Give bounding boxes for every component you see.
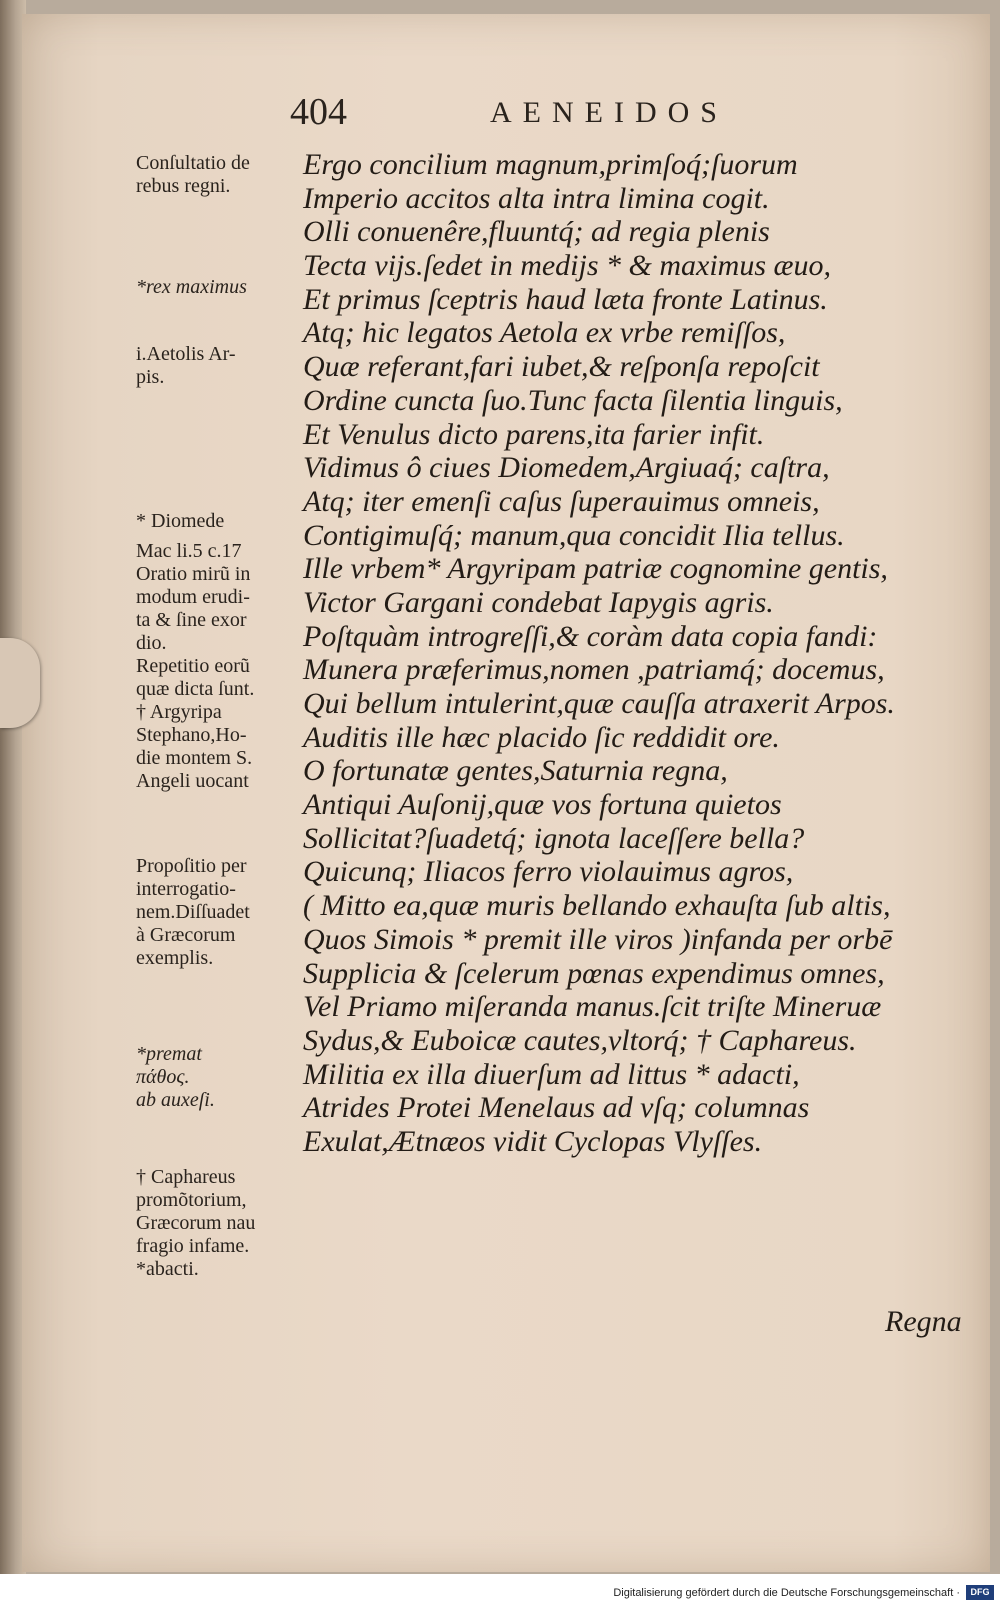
margin-note-line: dio. — [136, 632, 167, 654]
verse-line: Atq; hic legatos Aetola ex vrbe remiſſos, — [303, 316, 786, 350]
margin-note-oratio — [136, 540, 304, 793]
verse-line: O fortunatæ gentes,Saturnia regna, — [303, 754, 728, 788]
margin-note-line: pis. — [136, 366, 165, 388]
margin-note-line: † Argyripa — [136, 701, 222, 723]
margin-note-line: i.Aetolis Ar- — [136, 343, 236, 365]
verse-line: Sydus,& Euboicæ cautes,vltorq́; † Caphareus. — [303, 1023, 857, 1057]
margin-note-line: die montem S. — [136, 747, 253, 769]
verse-line: Et Venulus dicto parens,ita farier infit. — [303, 417, 765, 451]
margin-note-line: Propoſitio per — [136, 855, 247, 877]
verse-line: Imperio accitos alta intra limina cogit. — [303, 181, 770, 215]
verse-line: Vidimus ô ciues Diomedem,Argiuaq́; caſtra, — [303, 451, 830, 485]
verse-line: Munera præferimus,nomen ,patriamq́; docemus, — [303, 653, 885, 687]
verse-line: Quæ referant,fari iubet,& reſponſa repoſcit — [303, 350, 820, 384]
catchword: Regna — [885, 1305, 962, 1338]
margin-note-line: * Diomede — [136, 510, 225, 532]
verse-line: Contigimuſq́; manum,qua concidit Ilia tellus. — [303, 518, 845, 552]
margin-note-aetolis — [136, 343, 304, 389]
margin-note-line: Repetitio eorũ — [136, 655, 250, 677]
verse-line: Tecta vijs.ſedet in medijs * & maximus æuo, — [303, 249, 832, 283]
verse-line: Quicunq; Iliacos ferro violauimus agros, — [303, 855, 794, 889]
verse-line: Olli conuenêre,fluuntq́; ad regia plenis — [303, 215, 770, 249]
verse-line: Antiqui Auſonij,quæ vos fortuna quietos — [303, 788, 782, 822]
running-title: AENEIDOS — [490, 96, 728, 129]
margin-note-line: Oratio mirũ in — [136, 563, 251, 585]
margin-note-line: *premat — [136, 1043, 202, 1065]
margin-note-line: Stephano,Ho- — [136, 724, 247, 746]
margin-note-line: πάθος. — [136, 1066, 190, 1088]
margin-note-line: Græcorum nau — [136, 1212, 256, 1234]
page-header — [290, 90, 810, 150]
verse-line: Et primus ſceptris haud læta fronte Latinus. — [303, 282, 828, 316]
margin-note-line: Angeli uocant — [136, 770, 249, 792]
margin-note-premat — [136, 1043, 304, 1112]
verse-line: Ergo concilium magnum,primſoq́;ſuorum — [303, 148, 798, 181]
margin-note-line: à Græcorum — [136, 924, 236, 946]
verse-line: Atrides Protei Menelaus ad vſq; columnas — [303, 1091, 810, 1125]
margin-note-line: interrogatio- — [136, 878, 236, 900]
verse-line: Vel Priamo miſeranda manus.ſcit triſte Mineruæ — [303, 990, 882, 1024]
margin-note-line: modum erudi- — [136, 586, 250, 608]
dfg-logo: DFG — [966, 1585, 994, 1600]
page-number: 404 — [290, 91, 347, 133]
verse-line: Poſtquàm introgreſſi,& coràm data copia fandi: — [303, 619, 878, 653]
margin-note-propositio — [136, 855, 304, 970]
verse-line: Ille vrbem* Argyripam patriæ cognomine gentis, — [303, 552, 888, 586]
verse-line: Qui bellum intulerint,quæ cauſſa atraxerit Arpos. — [303, 687, 895, 720]
margin-note-consultatio — [136, 152, 304, 198]
margin-note-line: Conſultatio de — [136, 152, 250, 174]
margin-note-line: promõtorium, — [136, 1189, 247, 1211]
margin-note-diomede — [136, 510, 304, 533]
verse-line: Atq; iter emenſi caſus ſuperauimus omneis, — [303, 484, 820, 518]
verse-column — [303, 148, 983, 1159]
verse-line: Militia ex illa diuerſum ad littus * adacti, — [303, 1057, 800, 1091]
margin-note-line: *abacti. — [136, 1258, 199, 1280]
margin-note-caphareus — [136, 1166, 304, 1281]
verse-line: Ordine cuncta ſuo.Tunc facta ſilentia linguis, — [303, 383, 843, 417]
margin-note-line: † Caphareus — [136, 1166, 236, 1188]
margin-note-line: ta & ſine exor — [136, 609, 247, 631]
margin-note-line: nem.Diſſuadet — [136, 901, 250, 923]
verse-line: Exulat,Ætnæos vidit Cyclopas Vlyſſes. — [303, 1124, 763, 1158]
funding-credit: Digitalisierung gefördert durch die Deutsche Forschungsgemeinschaft · — [613, 1587, 960, 1599]
margin-note-line: Mac li.5 c.17 — [136, 540, 242, 562]
verse-line: ( Mitto ea,quæ muris bellando exhauſta ſub altis, — [303, 889, 891, 923]
digitization-footer — [0, 1574, 1000, 1610]
margin-note-rex-maximus — [136, 276, 304, 299]
page-tab-marker — [0, 638, 40, 728]
margin-note-line: fragio infame. — [136, 1235, 250, 1257]
verse-line: Supplicia & ſcelerum pœnas expendimus omnes, — [303, 956, 885, 990]
verse-line: Victor Gargani condebat Iapygis agris. — [303, 585, 774, 619]
margin-note-line: *rex maximus — [136, 276, 247, 298]
margin-note-line: quæ dicta ſunt. — [136, 678, 255, 700]
verse-line: Quos Simois * premit ille viros )infanda per orbē — [303, 922, 893, 956]
margin-note-line: exemplis. — [136, 947, 214, 969]
verse-line: Auditis ille hæc placido ſic reddidit ore. — [303, 720, 780, 754]
margin-note-line: rebus regni. — [136, 175, 231, 197]
verse-line: Sollicitat?ſuadetq́; ignota laceſſere bella? — [303, 821, 805, 855]
margin-note-line: ab auxeſi. — [136, 1089, 215, 1111]
